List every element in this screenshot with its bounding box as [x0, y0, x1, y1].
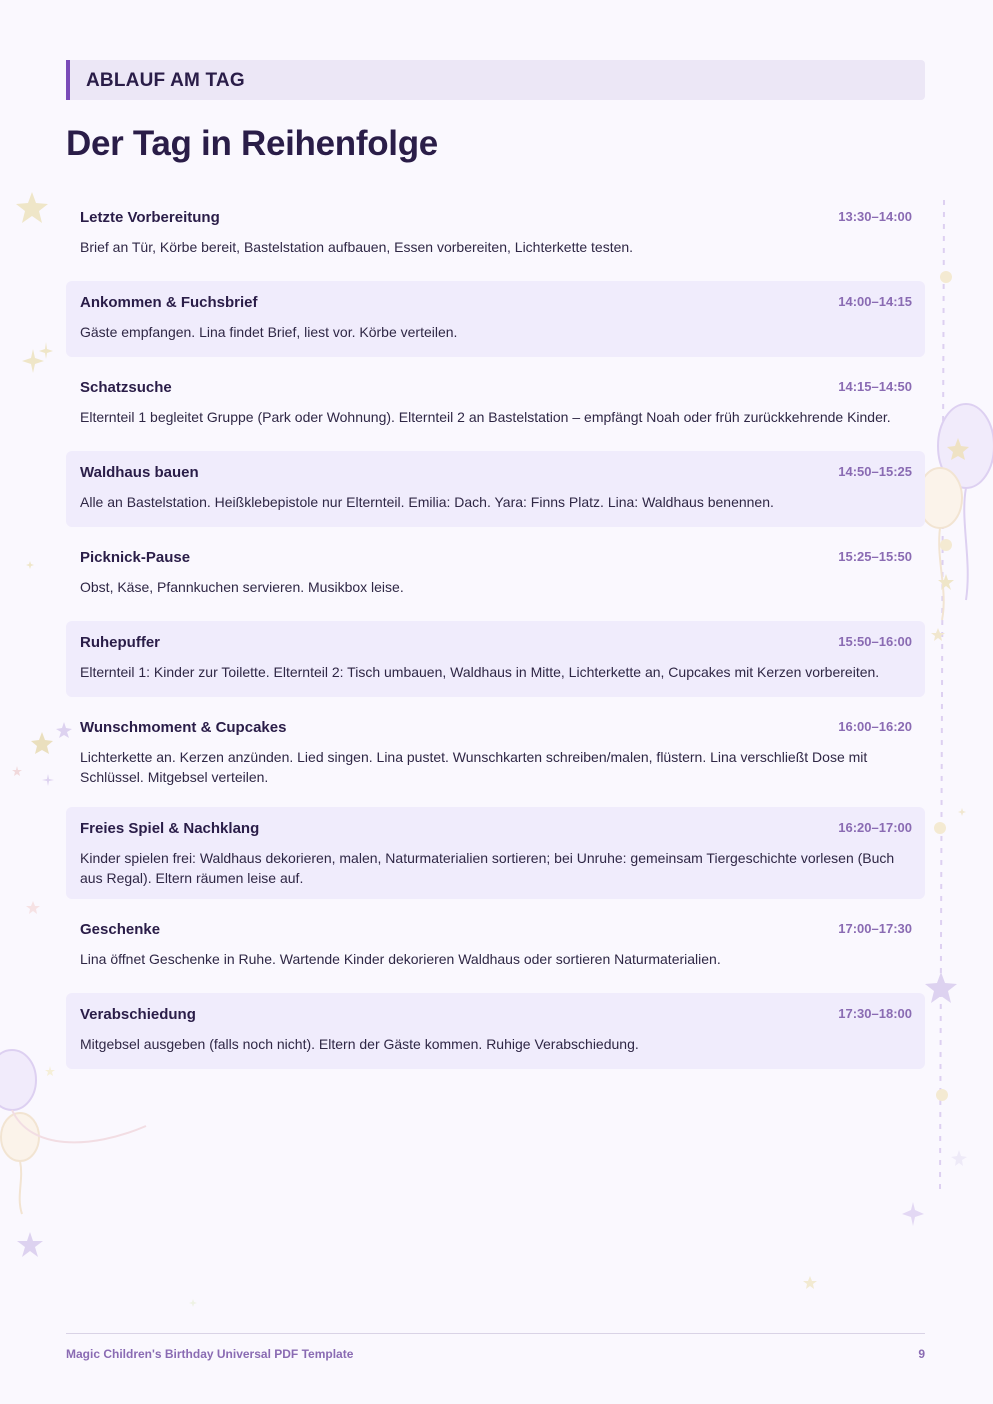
schedule-item-time: 15:25–15:50	[838, 549, 912, 564]
schedule-item-description: Alle an Bastelstation. Heißklebepistole nur Elternteil. Emilia: Dach. Yara: Finns Platz. Lina: Waldhaus benennen.	[80, 494, 774, 510]
star-cluster-icon	[12, 722, 72, 786]
schedule-item-description: Lichterkette an. Kerzen anzünden. Lied singen. Lina pustet. Wunschkarten schreiben/malen, flüstern. Lina verschließt Dose mit Schlüssel. Mitgebsel verteilen.	[80, 749, 868, 785]
section-label-text: ABLAUF AM TAG	[86, 70, 245, 91]
schedule-item-title: Schatzsuche	[80, 379, 172, 396]
star-icon	[26, 901, 40, 914]
schedule-item-title: Geschenke	[80, 921, 161, 938]
schedule-item-title: Wunschmoment & Cupcakes	[80, 719, 287, 736]
schedule-item-description: Brief an Tür, Körbe bereit, Bastelstation aufbauen, Essen vorbereiten, Lichterkette testen.	[80, 239, 634, 255]
schedule-item-time: 14:00–14:15	[838, 294, 912, 309]
schedule-item-time: 15:50–16:00	[838, 634, 912, 649]
schedule-item-description: Obst, Käse, Pfannkuchen servieren. Musikbox leise.	[80, 579, 404, 595]
schedule-item	[66, 536, 925, 612]
schedule-item	[66, 621, 925, 697]
schedule-item-title: Waldhaus bauen	[80, 464, 199, 481]
schedule-item	[66, 908, 925, 984]
footer-text: Magic Children's Birthday Universal PDF Template	[66, 1347, 354, 1361]
schedule-list	[66, 196, 925, 1078]
dotted-garland	[934, 200, 952, 1190]
schedule-item-title: Verabschiedung	[80, 1006, 196, 1023]
schedule-item-title: Picknick-Pause	[80, 549, 191, 566]
schedule-item-title: Ankommen & Fuchsbrief	[80, 294, 258, 311]
sparkle-icon	[22, 342, 53, 569]
schedule-item-description: Mitgebsel ausgeben (falls noch nicht). Eltern der Gäste kommen. Ruhige Verabschiedung.	[80, 1036, 639, 1052]
schedule-item-description: Kinder spielen frei: Waldhaus dekorieren, malen, Naturmaterialien sortieren; bei Unruhe: gemeinsam Tiergeschichte vorlesen (Buch aus Regal). Eltern räumen leise auf.	[80, 850, 895, 886]
schedule-item-description: Elternteil 1: Kinder zur Toilette. Elternteil 2: Tisch umbauen, Waldhaus in Mitte, Lichterkette an, Cupcakes mit Kerzen vorbereiten.	[80, 664, 880, 680]
schedule-item-description: Elternteil 1 begleitet Gruppe (Park oder Wohnung). Elternteil 2 an Bastelstation – empfängt Noah oder früh zurückkehrende Kinder.	[80, 409, 891, 425]
schedule-item-description: Lina öffnet Geschenke in Ruhe. Wartende Kinder dekorieren Waldhaus oder sortieren Naturmaterialien.	[80, 951, 721, 967]
schedule-item	[66, 366, 925, 442]
schedule-item-time: 13:30–14:00	[838, 209, 912, 224]
schedule-item-time: 14:50–15:25	[838, 464, 912, 479]
star-icon	[17, 1066, 817, 1307]
schedule-item-time: 16:00–16:20	[838, 719, 912, 734]
schedule-item-time: 16:20–17:00	[838, 820, 912, 835]
schedule-item-title: Freies Spiel & Nachklang	[80, 820, 260, 837]
schedule-item-time: 17:00–17:30	[838, 921, 912, 936]
page-number: 9	[918, 1347, 925, 1361]
schedule-item	[66, 451, 925, 527]
schedule-item	[66, 807, 925, 899]
section-label	[66, 60, 925, 100]
schedule-item-description: Gäste empfangen. Lina findet Brief, liest vor. Körbe verteilen.	[80, 324, 458, 340]
schedule-item	[66, 281, 925, 357]
schedule-item-time: 14:15–14:50	[838, 379, 912, 394]
schedule-item	[66, 196, 925, 272]
schedule-item	[66, 993, 925, 1069]
schedule-item	[66, 706, 925, 798]
schedule-item-title: Ruhepuffer	[80, 634, 160, 651]
schedule-item-title: Letzte Vorbereitung	[80, 209, 220, 226]
schedule-item-time: 17:30–18:00	[838, 1006, 912, 1021]
page-title: Der Tag in Reihenfolge	[66, 124, 438, 163]
footer-divider	[66, 1333, 925, 1334]
star-icon	[16, 192, 48, 223]
balloon-icon	[918, 404, 993, 620]
